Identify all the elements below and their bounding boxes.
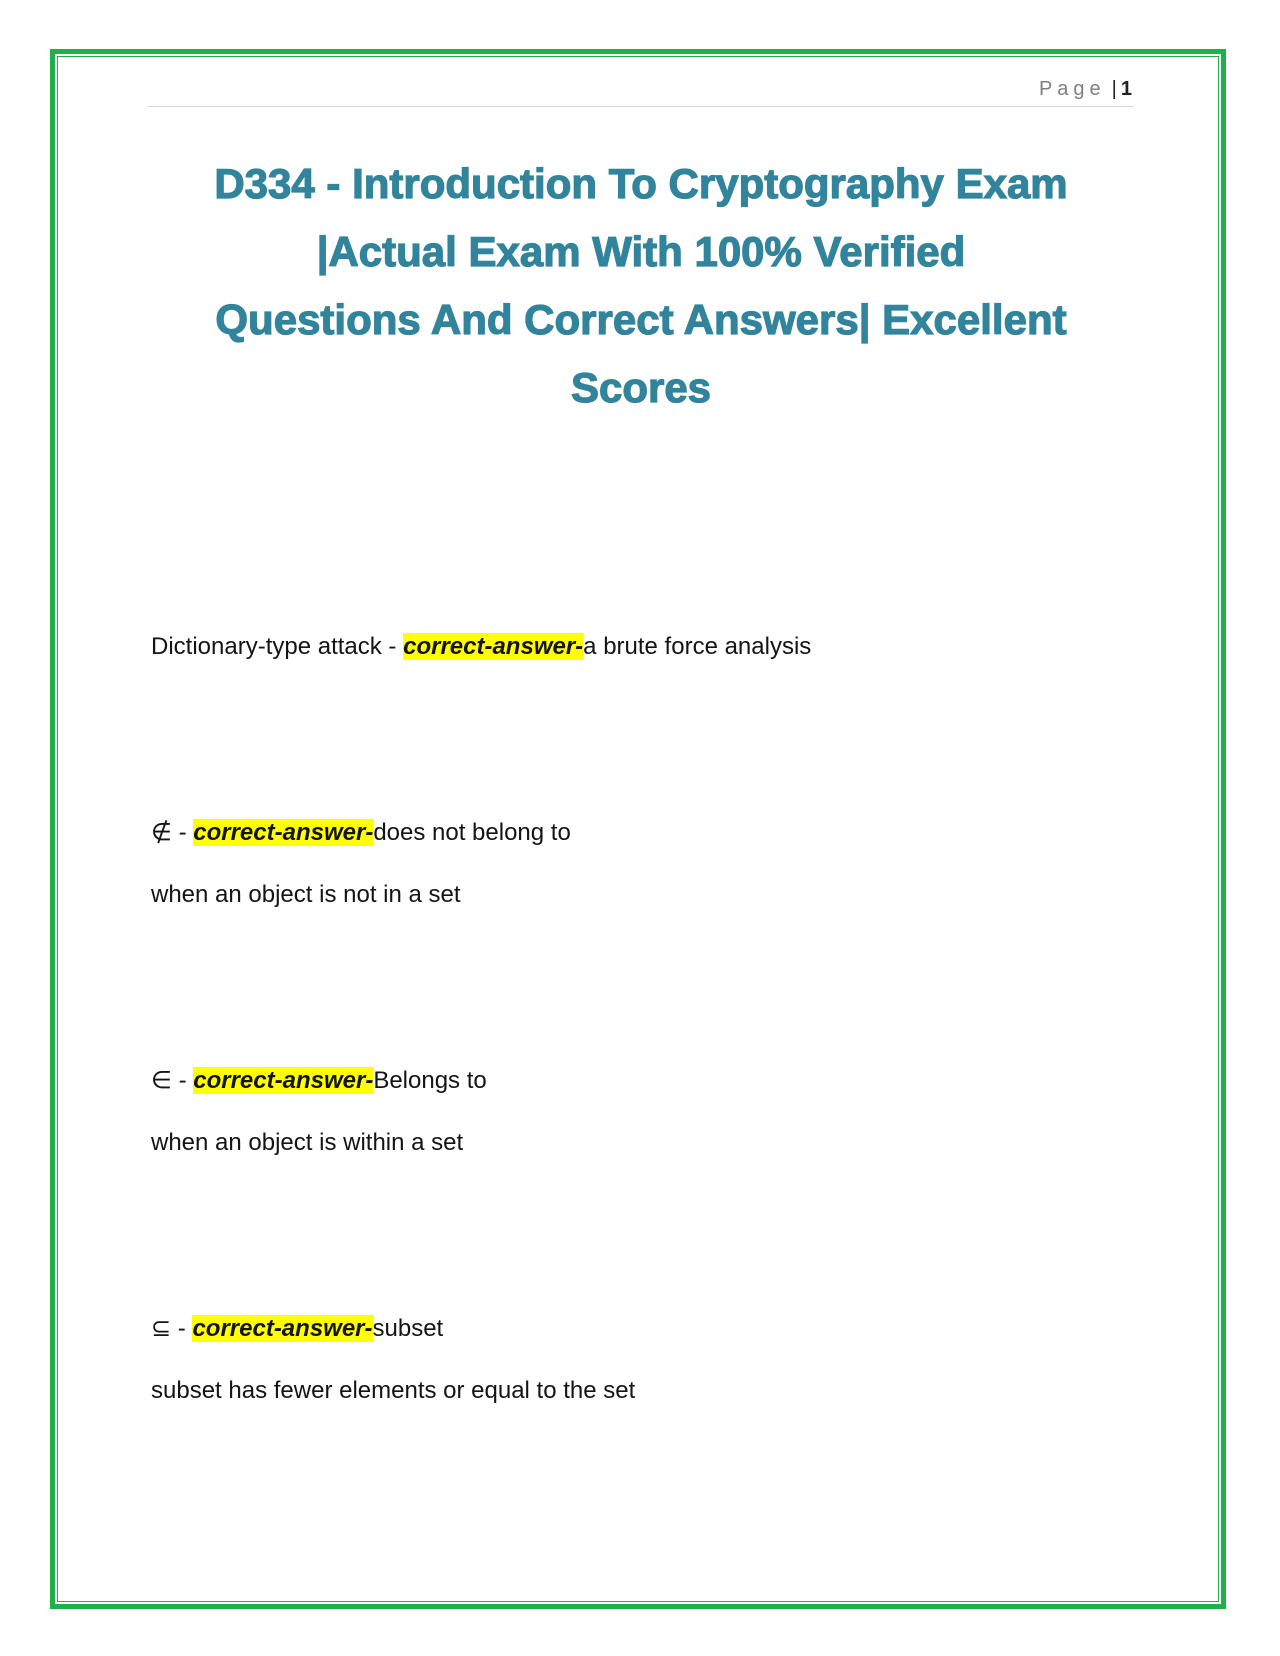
page-number: 1 <box>1120 78 1132 100</box>
document-title <box>148 150 1134 422</box>
page-separator: | <box>1111 78 1117 100</box>
qa-item-element-of <box>151 1064 487 1188</box>
qa-dash: - <box>381 633 404 660</box>
qa-detail: when an object is within a set <box>151 1129 464 1156</box>
qa-detail: when an object is not in a set <box>151 881 461 908</box>
qa-answer: subset <box>372 1315 444 1342</box>
qa-term: ⊆ <box>151 1315 172 1342</box>
title-line-3: Questions And Correct Answers| Excellent <box>215 296 1067 343</box>
qa-question-line <box>151 1064 487 1126</box>
qa-item-not-element-of <box>151 816 571 940</box>
qa-term: ∈ <box>151 1067 172 1094</box>
qa-dash: - <box>171 819 194 846</box>
title-line-1: D334 - Introduction To Cryptography Exam <box>214 160 1068 207</box>
correct-answer-marker: correct-answer- <box>192 1315 373 1342</box>
qa-question-line <box>151 816 571 878</box>
qa-answer: Belongs to <box>373 1067 487 1094</box>
qa-detail: subset has fewer elements or equal to the set <box>151 1377 636 1404</box>
correct-answer-marker: correct-answer- <box>193 1067 374 1094</box>
qa-item-dictionary-attack <box>151 630 811 692</box>
qa-item-subset <box>151 1312 635 1436</box>
qa-term: ∉ <box>151 819 172 846</box>
qa-dash: - <box>171 1067 194 1094</box>
page-word: Page <box>1038 78 1106 100</box>
page-number-label <box>1039 78 1132 101</box>
title-line-2: |Actual Exam With 100% Verified <box>316 228 966 275</box>
correct-answer-marker: correct-answer- <box>403 633 584 660</box>
qa-answer: does not belong to <box>373 819 571 846</box>
qa-question-line <box>151 630 811 692</box>
qa-dash: - <box>171 1315 193 1342</box>
correct-answer-marker: correct-answer- <box>193 819 374 846</box>
page-header <box>148 76 1134 107</box>
qa-term: Dictionary-type attack <box>151 633 382 660</box>
qa-answer: a brute force analysis <box>583 633 812 660</box>
qa-question-line <box>151 1312 635 1374</box>
title-line-4: Scores <box>570 364 712 411</box>
